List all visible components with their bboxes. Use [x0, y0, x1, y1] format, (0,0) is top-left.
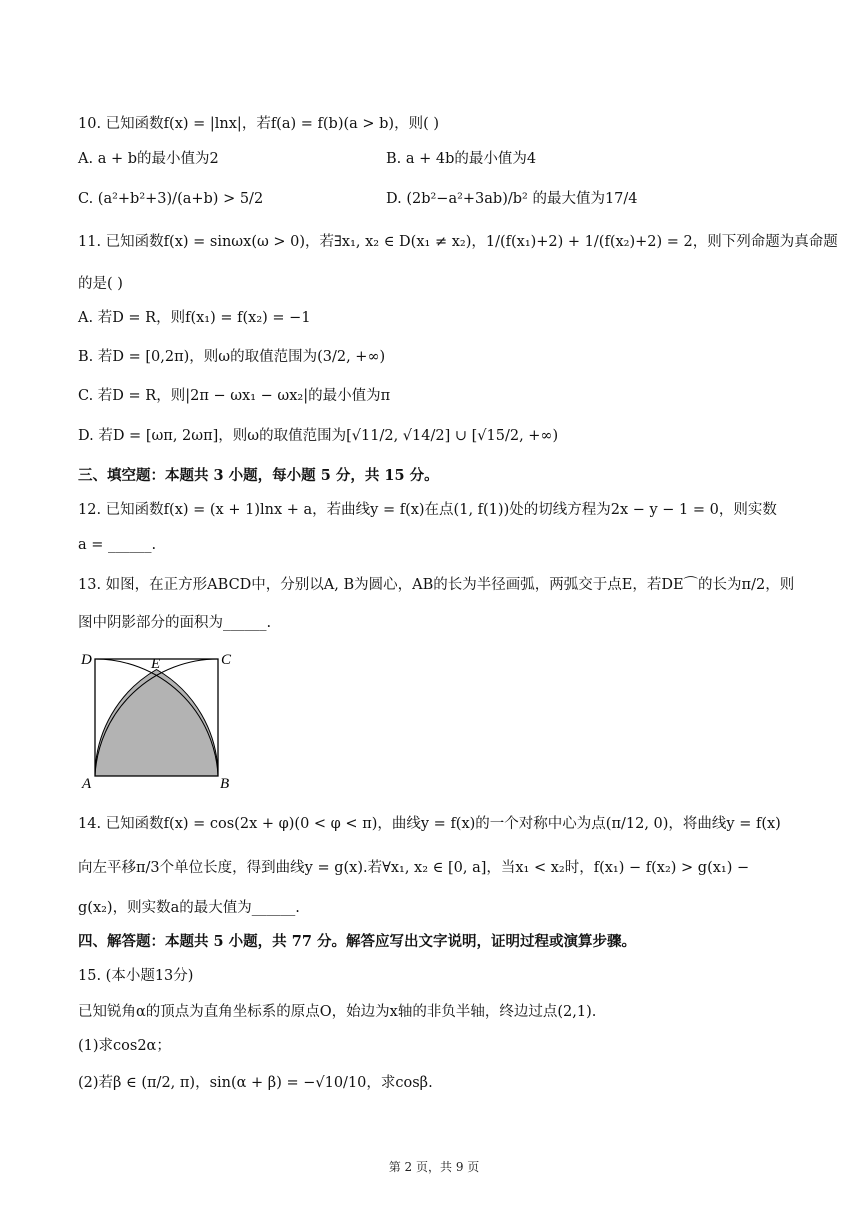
q11-option-a: A. 若D = R，则f(x₁) = f(x₂) = −1: [78, 310, 311, 326]
q10-option-b: B. a + 4b的最小值为4: [386, 151, 537, 167]
q15-part1: (1)求cos2α；: [78, 1038, 171, 1054]
label-d: D: [81, 652, 92, 668]
q15-part2: (2)若β ∈ (π/2, π)，sin(α + β) = −√10/10，求cosβ.: [78, 1075, 433, 1091]
q11-option-c: C. 若D = R，则|2π − ωx₁ − ωx₂|的最小值为π: [78, 388, 391, 404]
label-b: B: [220, 776, 230, 790]
q10-option-d: D. (2b²−a²+3ab)/b² 的最大值为17/4: [386, 191, 638, 207]
shaded-region: [95, 670, 218, 777]
q14-line3: g(x₂)，则实数a的最大值为______.: [78, 900, 300, 916]
q11-stem-cont: 的是( ): [78, 276, 123, 292]
q10-stem: 10. 已知函数f(x) = |lnx|，若f(a) = f(b)(a > b)，则( ): [78, 116, 440, 132]
q12-line1: 12. 已知函数f(x) = (x + 1)lnx + a，若曲线y = f(x)在点(1, f(1))处的切线方程为2x − y − 1 = 0，则实数: [78, 502, 777, 518]
q13-line2: 图中阴影部分的面积为______.: [78, 615, 272, 631]
q10-option-c: C. (a²+b²+3)/(a+b) > 5/2: [78, 191, 264, 207]
q14-line1: 14. 已知函数f(x) = cos(2x + φ)(0 < φ < π)，曲线y = f(x)的一个对称中心为点(π/12, 0)，将曲线y = f(x): [78, 816, 781, 832]
section-4-heading: 四、解答题：本题共 5 小题，共 77 分。解答应写出文字说明，证明过程或演算步骤。: [78, 933, 636, 950]
q15-stem: 已知锐角α的顶点为直角坐标系的原点O，始边为x轴的非负半轴，终边过点(2,1).: [78, 1004, 597, 1020]
q11-option-d: D. 若D = [ωπ, 2ωπ]，则ω的取值范围为[√11/2, √14/2] ∪ [√15/2, +∞): [78, 428, 559, 444]
label-a: A: [82, 776, 92, 790]
q10-option-a: A. a + b的最小值为2: [78, 151, 219, 167]
q12-line2: a = ______.: [78, 537, 157, 553]
page-footer: 第 2 页，共 9 页: [388, 1160, 480, 1174]
label-c: C: [221, 652, 232, 668]
label-e: E: [151, 656, 161, 672]
q11-stem: 11. 已知函数f(x) = sinωx(ω > 0)，若∃x₁, x₂ ∈ D(x₁ ≠ x₂)，1/(f(x₁)+2) + 1/(f(x₂)+2) = 2，则下列命题为真命题: [78, 234, 838, 250]
q15-heading: 15. (本小题13分): [78, 968, 194, 984]
square-arcs-figure: [78, 648, 238, 790]
section-3-heading: 三、填空题：本题共 3 小题，每小题 5 分，共 15 分。: [78, 467, 439, 484]
q14-line2: 向左平移π/3个单位长度，得到曲线y = g(x).若∀x₁, x₂ ∈ [0, a]，当x₁ < x₂时，f(x₁) − f(x₂) > g(x₁) −: [78, 860, 750, 876]
q11-option-b: B. 若D = [0,2π)，则ω的取值范围为(3/2, +∞): [78, 349, 386, 365]
q13-line1: 13. 如图，在正方形ABCD中，分别以A, B为圆心，AB的长为半径画弧，两弧交于点E，若DE⌒的长为π/2，则: [78, 577, 795, 593]
